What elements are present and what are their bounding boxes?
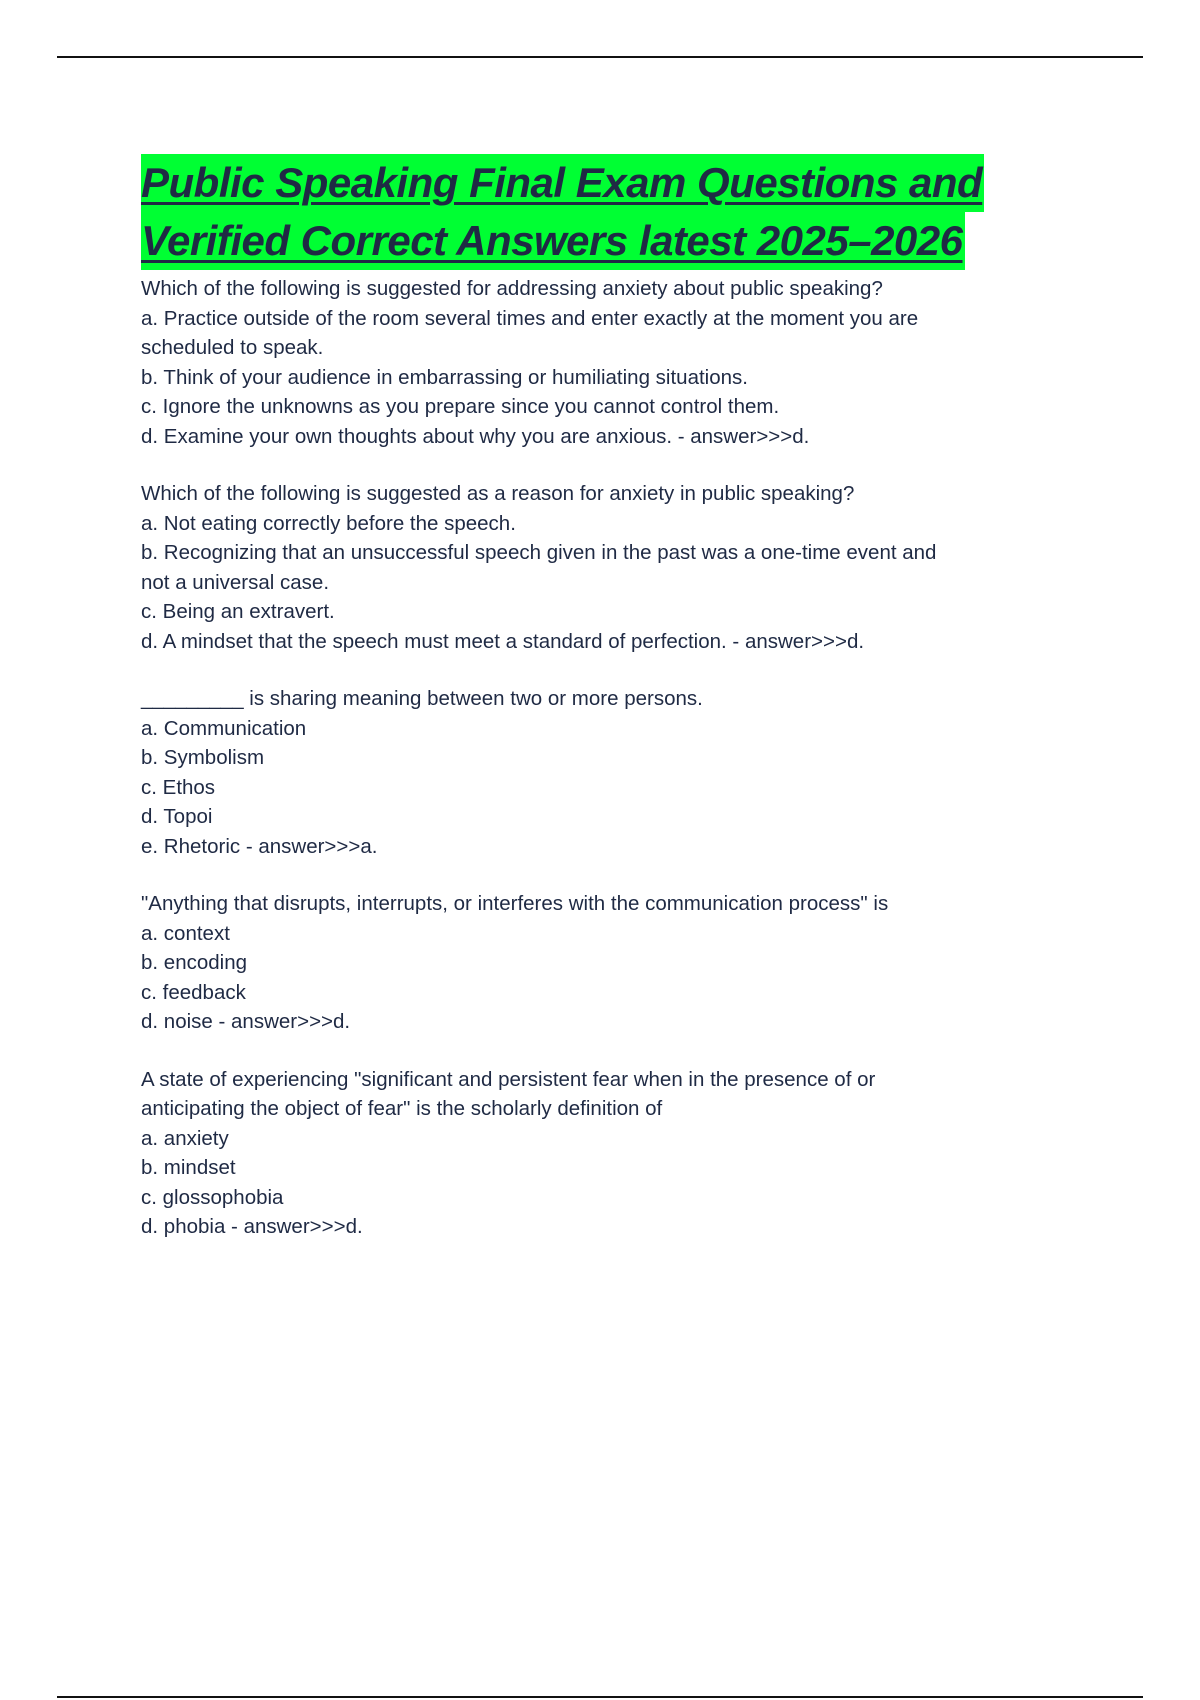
question-4-option-a: a. context — [141, 921, 230, 945]
question-block-4 — [141, 889, 1021, 1037]
question-4-option-c: c. feedback — [141, 980, 246, 1004]
header-rule — [57, 56, 1143, 58]
question-2-text: Which of the following is suggested as a reason for anxiety in public speaking? — [141, 482, 855, 505]
title-line-2: Verified Correct Answers latest 2025–2026 — [141, 212, 965, 270]
question-1-option-b: b. Think of your audience in embarrassing or humiliating situations. — [141, 365, 748, 389]
question-3-option-e-answer: e. Rhetoric - answer>>>a. — [141, 834, 378, 858]
question-3-option-c: c. Ethos — [141, 775, 216, 799]
title-line-1: Public Speaking Final Exam Questions and — [141, 154, 984, 212]
question-2-option-a: a. Not eating correctly before the speech. — [141, 511, 516, 535]
question-1-option-d-answer: d. Examine your own thoughts about why you are anxious. - answer>>>d. — [141, 424, 810, 448]
question-block-2 — [141, 479, 1021, 656]
question-5-option-b: b. mindset — [141, 1156, 236, 1179]
question-5-option-d-answer: d. phobia - answer>>>d. — [141, 1215, 363, 1238]
question-block-5 — [141, 1065, 1021, 1242]
question-4-text: "Anything that disrupts, interrupts, or interferes with the communication process" is — [141, 892, 889, 915]
question-3-option-b: b. Symbolism — [141, 746, 265, 769]
question-2-option-c: c. Being an extravert. — [141, 600, 335, 623]
question-5-option-c: c. glossophobia — [141, 1185, 284, 1209]
question-3-option-d: d. Topoi — [141, 805, 213, 828]
question-2-option-b-cont: not a universal case. — [141, 570, 330, 594]
question-2-option-d-answer: d. A mindset that the speech must meet a standard of perfection. - answer>>>d. — [141, 629, 865, 653]
question-1-option-c: c. Ignore the unknowns as you prepare since you cannot control them. — [141, 395, 780, 418]
question-5-text-cont: anticipating the object of fear" is the scholarly definition of — [141, 1097, 663, 1120]
question-3-text: _________ is sharing meaning between two or more persons. — [141, 687, 703, 710]
question-1-option-a-cont: scheduled to speak. — [141, 336, 324, 359]
question-block-1 — [141, 274, 1021, 451]
footer-rule — [57, 1696, 1143, 1698]
question-5-option-a: a. anxiety — [141, 1126, 229, 1150]
question-2-option-b: b. Recognizing that an unsuccessful speech given in the past was a one-time event and — [141, 541, 937, 564]
question-4-option-b: b. encoding — [141, 951, 248, 974]
document-title — [141, 154, 1021, 270]
question-block-3 — [141, 684, 1021, 861]
question-5-text: A state of experiencing "significant and persistent fear when in the presence of or — [141, 1067, 876, 1091]
question-3-option-a: a. Communication — [141, 716, 307, 740]
document-body — [141, 154, 1021, 1242]
question-4-option-d-answer: d. noise - answer>>>d. — [141, 1010, 351, 1033]
question-1-text: Which of the following is suggested for addressing anxiety about public speaking? — [141, 277, 883, 300]
question-1-option-a: a. Practice outside of the room several times and enter exactly at the moment you are — [141, 306, 919, 330]
